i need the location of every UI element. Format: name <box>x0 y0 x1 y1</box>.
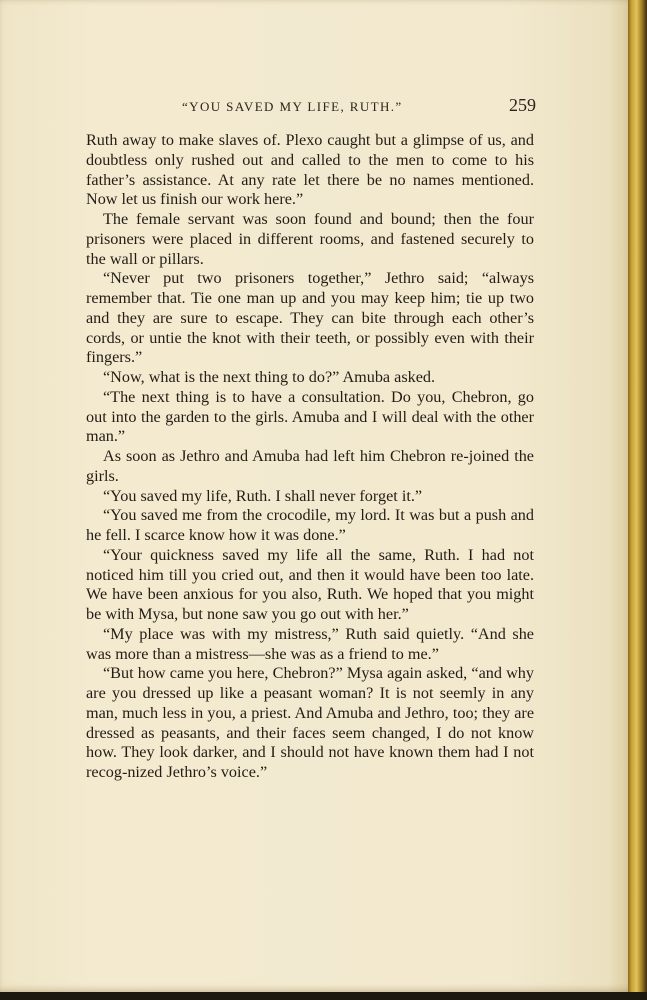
bottom-shadow <box>0 992 647 1000</box>
paragraph: “The next thing is to have a consultation. Do you, Chebron, go out into the garden to the girls. Amuba and I will deal with the other man.” <box>86 387 534 446</box>
paragraph: As soon as Jethro and Amuba had left him Chebron re-joined the girls. <box>86 447 534 485</box>
paragraph: “Never put two prisoners together,” Jethro said; “always remember that. Tie one man up and you may keep him; tie up two and they are sure to escape. They can bite through each other’s cords, or untie the knot with their teeth, or possibly even with their fingers.” <box>86 269 534 367</box>
page-header <box>86 97 536 121</box>
page-number: 259 <box>509 95 536 115</box>
paragraph: The female servant was soon found and bound; then the four prisoners were placed in different rooms, and fastened securely to the wall or pillars. <box>86 210 534 268</box>
paragraph: “You saved my life, Ruth. I shall never forget it.” <box>103 486 423 505</box>
body-text <box>86 131 534 783</box>
paragraph: “Now, what is the next thing to do?” Amuba asked. <box>103 368 436 386</box>
paragraph: “My place was with my mistress,” Ruth said quietly. “And she was more than a mistress—she was as a friend to me.” <box>86 624 534 663</box>
paragraph: “You saved me from the crocodile, my lord. It was but a push and he fell. I scarce know how it was done.” <box>86 506 534 544</box>
running-title: “YOU SAVED MY LIFE, RUTH.” <box>182 99 403 114</box>
paragraph: “Your quickness saved my life all the same, Ruth. I had not noticed him till you cried out, and then it would have been too late. We have been anxious for you also, Ruth. We hoped that you might be with Mysa, but none saw you go out with her.” <box>86 545 534 623</box>
book-spine-edge <box>628 0 647 1000</box>
paragraph: “But how came you here, Chebron?” Mysa again asked, “and why are you dressed up like a peasant woman? It is not seemly in any man, much less in you, a priest. And Amuba and Jethro, too; they are dressed as peasants, and their faces seem changed, I do not know how. They look darker, and I should not have known them had I not recog-nized Jethro’s voice.” <box>86 664 534 781</box>
paragraph: Ruth away to make slaves of. Plexo caught but a glimpse of us, and doubtless only rushed out and called to the men to come to his father’s assistance. At any rate let there be no names mentioned. Now let us finish our work here.” <box>86 131 534 209</box>
